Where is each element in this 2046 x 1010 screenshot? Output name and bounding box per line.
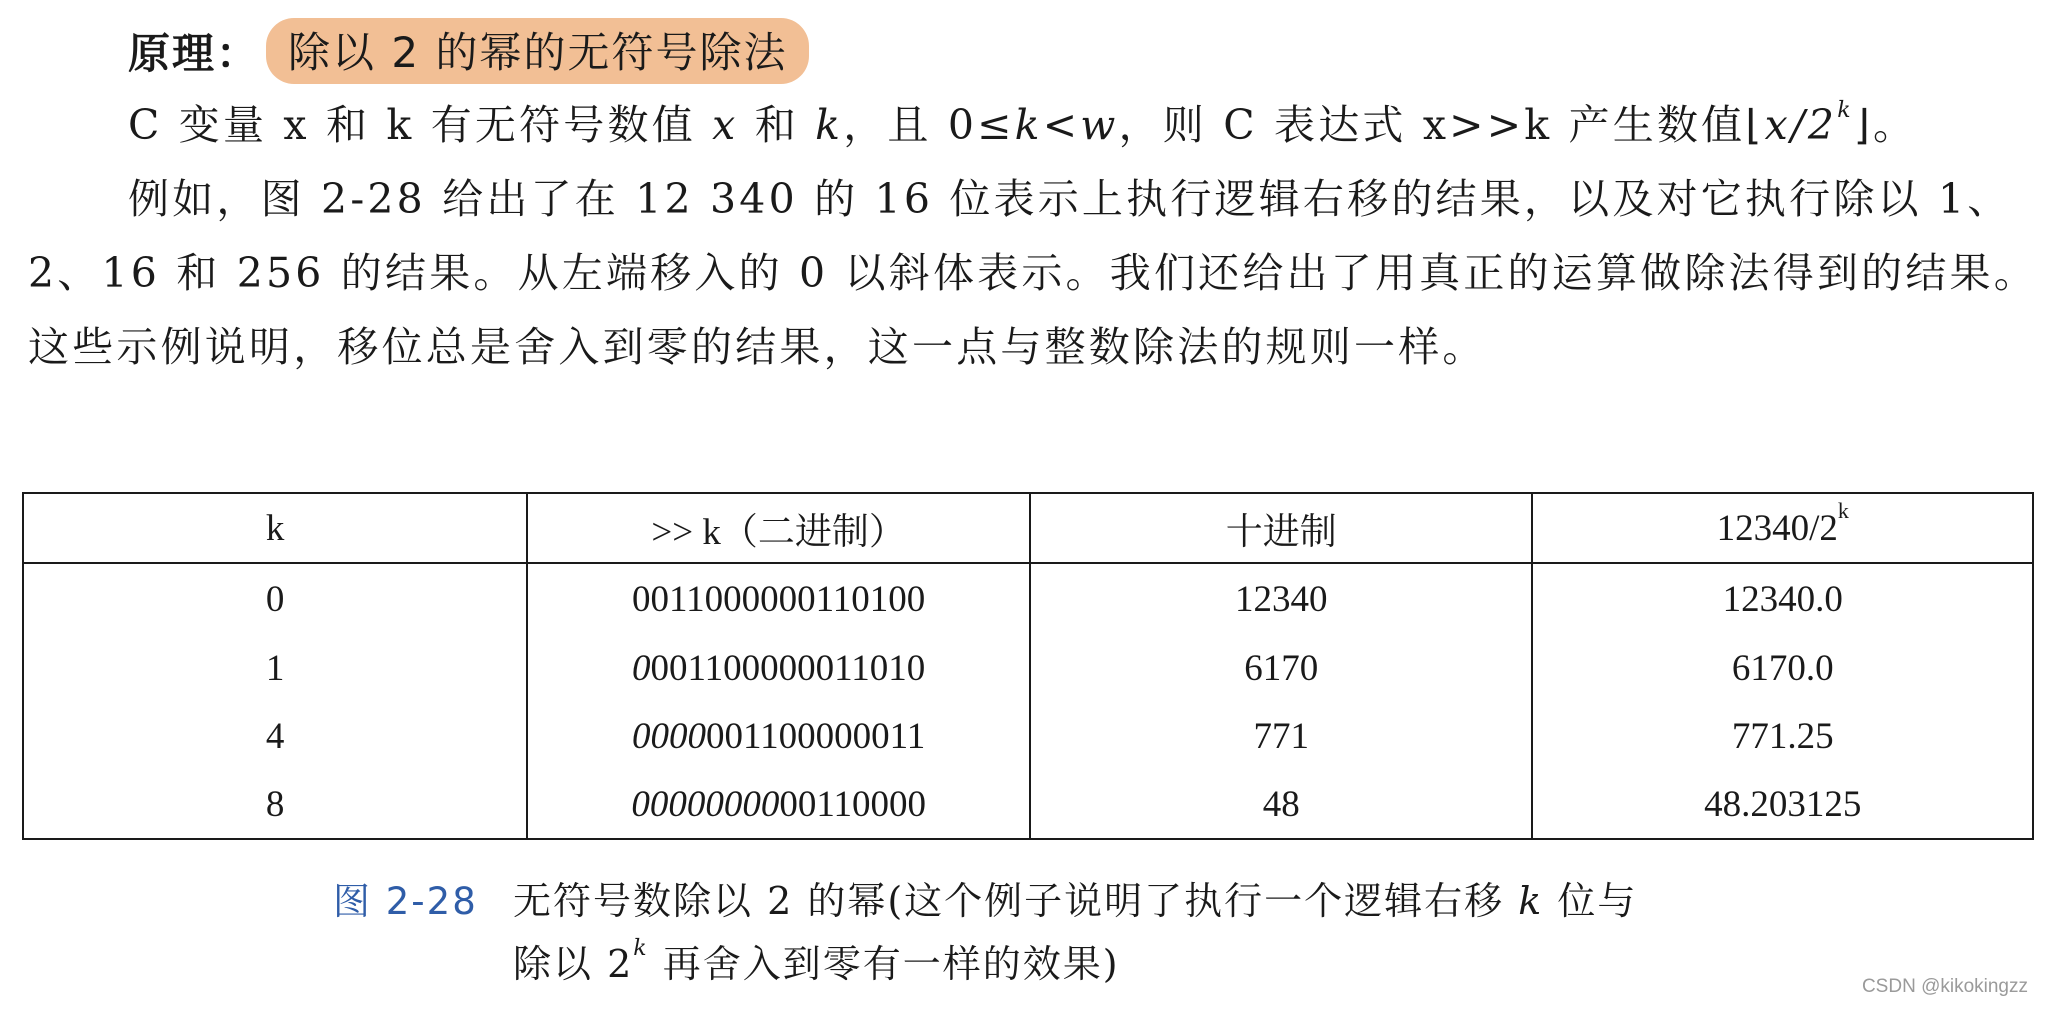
shifted-in-zeros: 00000000 [631, 783, 780, 825]
figure-label: 图 2-28 [333, 880, 478, 923]
cell-quotient: 771.25 [1532, 702, 2033, 770]
var-k: k [815, 101, 844, 149]
paragraph-example [28, 162, 2038, 384]
cell-decimal: 48 [1030, 770, 1532, 839]
cell-binary [527, 634, 1030, 702]
var-w: w [1080, 101, 1119, 149]
cell-quotient: 6170.0 [1532, 634, 2033, 702]
table-row [23, 770, 2033, 839]
paragraph-definition [28, 88, 2038, 162]
caption-text-c: 除以 2 [513, 942, 634, 986]
principle-title: 除以 2 的幂的无符号除法 [266, 18, 809, 84]
figure-caption [333, 870, 1637, 995]
cell-quotient: 12340.0 [1532, 563, 2033, 634]
floor-open: ⌊ [1745, 101, 1765, 149]
header-quotient-exponent: k [1837, 497, 1849, 523]
binary-bits: 001100000011010 [650, 647, 926, 689]
cell-decimal: 12340 [1030, 563, 1532, 634]
header-quotient-base: 12340/2 [1716, 507, 1838, 549]
para2-text: 例如，图 2-28 给出了在 12 340 的 16 位表示上执行逻辑右移的结果，以及对它执行除以 1、2、16 和 256 的结果。从左端移入的 0 以斜体表示。我们还给出了用真正的运算做除法得到的结果。这些示例说明，移位总是舍入到零的结果，这一点与整数除法的规则一样。 [28, 175, 2038, 371]
para1-less-than: < [1042, 101, 1081, 149]
binary-bits: 001100000011 [706, 715, 926, 757]
table-row [23, 634, 2033, 702]
para1-text-a: C 变量 x 和 k 有无符号数值 [128, 101, 713, 149]
para1-text-b: 和 [738, 101, 816, 149]
header-quotient [1532, 493, 2033, 563]
principle-label: 原理： [128, 29, 261, 78]
floor-exponent: k [1837, 98, 1854, 123]
cell-decimal: 6170 [1030, 634, 1532, 702]
caption-line-2 [333, 933, 1637, 995]
var-x: x [712, 101, 739, 149]
para1-text-d: ，则 C 表达式 x>>k 产生数值 [1118, 101, 1746, 149]
cell-k: 4 [23, 702, 527, 770]
cell-k: 1 [23, 634, 527, 702]
table-row [23, 563, 2033, 634]
caption-var-k: k [1518, 879, 1544, 923]
cell-k: 8 [23, 770, 527, 839]
cell-binary [527, 563, 1030, 634]
binary-bits: 0011000000110100 [632, 578, 926, 620]
cell-k: 0 [23, 563, 527, 634]
shift-results-table [22, 492, 2034, 840]
cell-binary [527, 770, 1030, 839]
cell-decimal: 771 [1030, 702, 1532, 770]
para1-end: 。 [1872, 101, 1918, 149]
shifted-in-zeros: 0 [632, 647, 651, 689]
table-header-row [23, 493, 2033, 563]
caption-text-d: 再舍入到零有一样的效果) [648, 942, 1120, 986]
watermark: CSDN @kikokingzz [1861, 976, 2028, 997]
cell-quotient: 48.203125 [1532, 770, 2033, 839]
shifted-in-zeros: 0000 [632, 715, 707, 757]
cell-binary [527, 702, 1030, 770]
para1-text-c: ，且 0≤ [843, 101, 1015, 149]
caption-line-1 [333, 870, 1637, 933]
header-binary: >> k（二进制） [527, 493, 1030, 563]
floor-div: /2 [1790, 101, 1838, 149]
caption-text-a: 无符号数除以 2 的幂(这个例子说明了执行一个逻辑右移 [513, 879, 1519, 923]
floor-close: ⌋ [1853, 101, 1873, 149]
header-decimal: 十进制 [1030, 493, 1532, 563]
caption-text-b: 位与 [1543, 879, 1638, 923]
binary-bits: 00110000 [779, 783, 926, 825]
table-row [23, 702, 2033, 770]
principle-heading [128, 22, 809, 80]
var-k-bound: k [1014, 101, 1043, 149]
floor-x: x [1764, 101, 1791, 149]
header-k: k [23, 493, 527, 563]
caption-exponent: k [633, 936, 649, 961]
